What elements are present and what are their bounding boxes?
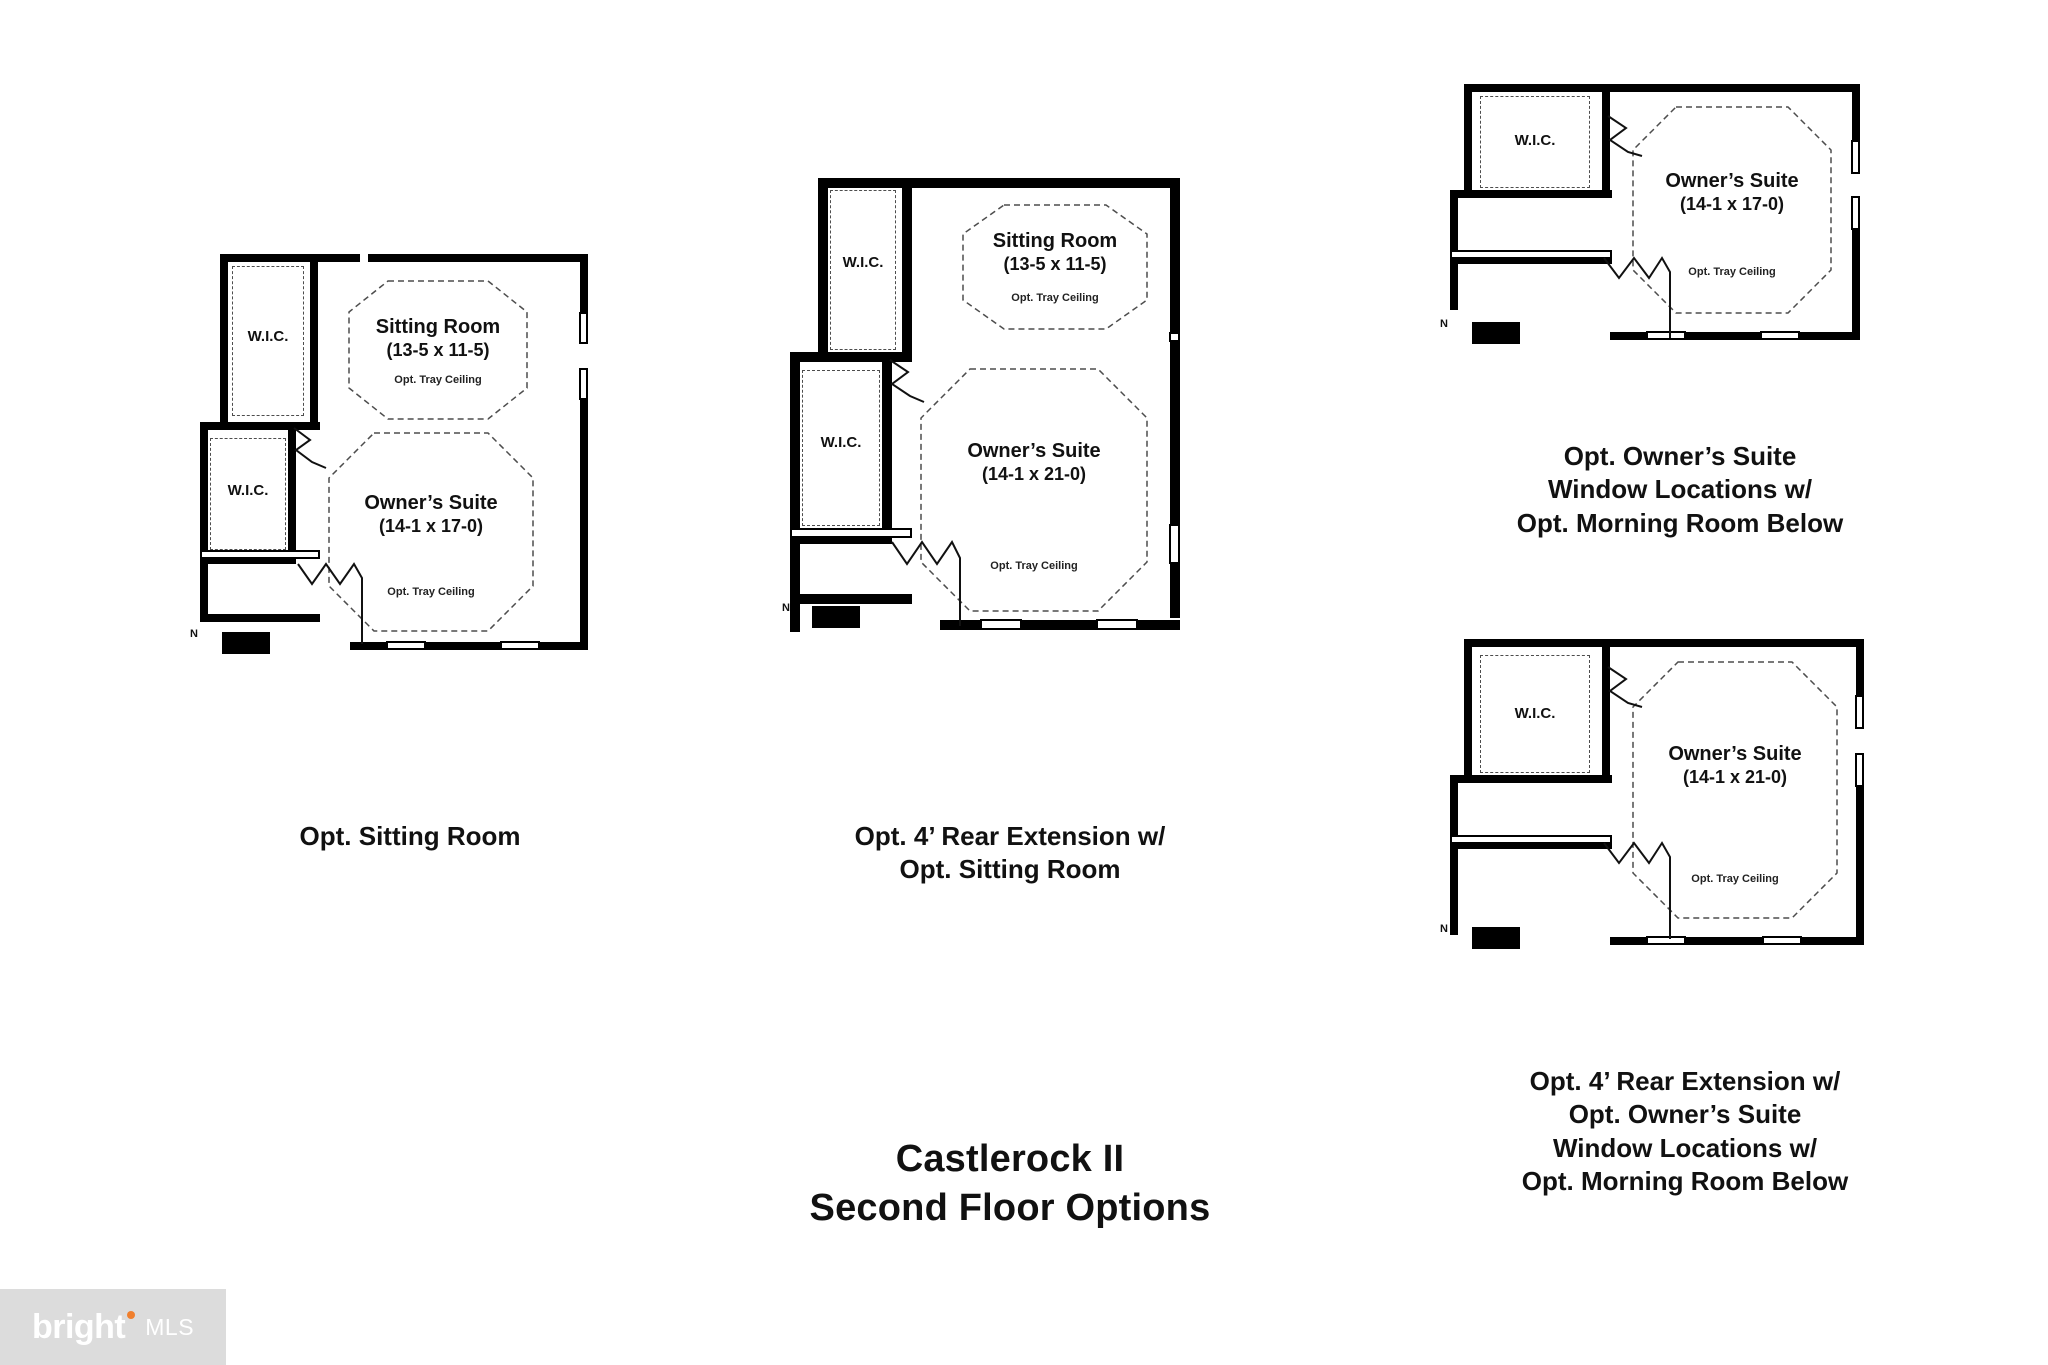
window-left-bath-2: [790, 528, 912, 538]
watermark-dot-icon: [127, 1311, 135, 1319]
page-title-line-2: Second Floor Options: [809, 1187, 1211, 1230]
caption-plan-2-line-1: Opt. 4’ Rear Extension w/: [854, 821, 1166, 851]
closet-label-upper: W.I.C.: [247, 328, 289, 345]
wall-right-2: [1170, 178, 1180, 338]
caption-plan-4-line-3: Window Locations w/: [1552, 1132, 1818, 1163]
caption-plan-1: [130, 820, 690, 853]
window-bottom-1: [386, 641, 426, 650]
wall-closet-bottom2-3: [1450, 190, 1612, 198]
window-left-3: [1450, 250, 1612, 259]
window-bottom-2-2: [1096, 619, 1138, 630]
closet-label-lower-2: W.I.C.: [820, 434, 862, 451]
closet-label-3: W.I.C.: [1514, 132, 1556, 149]
plan-opt-owners-suite-window-locations: [1440, 80, 1920, 420]
door-swing-closet: [292, 426, 328, 470]
sitting-room-dims: (13-5 x 11-5): [386, 340, 490, 360]
owners-suite-name-2: Owner’s Suite: [967, 440, 1101, 462]
north-arrow-icon: [222, 632, 270, 654]
owners-suite-name-3: Owner’s Suite: [1665, 170, 1799, 192]
caption-plan-3-line-1: Opt. Owner’s Suite: [1563, 441, 1797, 471]
closet-label-4: W.I.C.: [1514, 705, 1556, 722]
window-bottom-2-1: [980, 619, 1022, 630]
door-swing-closet-2: [888, 358, 926, 404]
window-bottom-3-2: [1760, 331, 1800, 340]
watermark-suffix: MLS: [145, 1313, 195, 1340]
owners-suite-tray-note-3: Opt. Tray Ceiling: [1688, 266, 1776, 278]
wall-closet-bottom2-4: [1450, 775, 1612, 783]
wall-top: [220, 254, 360, 262]
sitting-room-name: Sitting Room: [375, 316, 501, 338]
owners-suite-dims-4: (14-1 x 21-0): [1682, 767, 1788, 787]
wall-closet-partition-2: [902, 178, 912, 360]
wall-right-3: [1852, 84, 1860, 144]
wall-right-lower-2: [1170, 338, 1180, 618]
window-right-4-1: [1855, 695, 1864, 729]
door-swing-suite-2: [890, 540, 964, 628]
window-right-2-1: [1169, 332, 1180, 342]
owners-suite-tray-note-2: Opt. Tray Ceiling: [990, 560, 1078, 572]
sitting-room-dims-2: (13-5 x 11-5): [1003, 254, 1107, 274]
wall-left-upper-2: [818, 178, 828, 360]
window-left-4: [1450, 835, 1612, 844]
owners-suite-name: Owner’s Suite: [364, 492, 498, 514]
north-label: N: [190, 628, 198, 640]
page-title-line-1: Castlerock II: [895, 1138, 1125, 1180]
closet-label-upper-2: W.I.C.: [842, 254, 884, 271]
owners-suite-dims-2: (14-1 x 21-0): [981, 464, 1087, 484]
owners-suite-name-4: Owner’s Suite: [1668, 743, 1802, 765]
caption-plan-3: [1400, 440, 1960, 540]
wall-left-3: [1464, 84, 1472, 196]
plan-opt-rear-extension-window-locations: [1440, 635, 1920, 1035]
wall-top-left-2: [818, 178, 968, 188]
north-arrow-icon-4: [1472, 927, 1520, 949]
wall-closet-partition: [310, 254, 318, 424]
wall-right-4: [1856, 639, 1864, 699]
wall-left-upper: [220, 254, 228, 424]
caption-plan-4-line-1: Opt. 4’ Rear Extension w/: [1529, 1066, 1841, 1096]
wall-top-right: [368, 254, 588, 262]
plan-opt-sitting-room: [190, 250, 620, 790]
wall-left-4: [1464, 639, 1472, 779]
caption-plan-3-line-2: Window Locations w/: [1547, 474, 1813, 505]
wall-right-lower: [580, 400, 588, 650]
door-swing-suite: [296, 562, 366, 646]
plan-opt-rear-extension-sitting-room: [782, 172, 1230, 792]
wall-right-lower-3: [1852, 230, 1860, 340]
door-swing-suite-4: [1602, 841, 1674, 941]
north-label-4: N: [1440, 923, 1448, 935]
sitting-room-tray-note-2: Opt. Tray Ceiling: [1011, 292, 1099, 304]
owners-suite-tray-note-4: Opt. Tray Ceiling: [1691, 873, 1779, 885]
north-arrow-icon-3: [1472, 322, 1520, 344]
caption-plan-3-line-3: Opt. Morning Room Below: [1516, 507, 1844, 538]
window-right-3-2: [1851, 196, 1860, 230]
door-swing-closet-4: [1606, 665, 1644, 709]
caption-plan-4: [1400, 1065, 1970, 1198]
wall-top-4: [1464, 639, 1864, 647]
north-arrow-icon-2: [812, 606, 860, 628]
caption-plan-2-line-2: Opt. Sitting Room: [899, 854, 1121, 885]
owners-suite-dims-3: (14-1 x 17-0): [1679, 194, 1785, 214]
wall-left-lower: [200, 422, 208, 622]
window-bottom-4-2: [1762, 936, 1802, 945]
caption-plan-1-line-1: Opt. Sitting Room: [299, 821, 521, 851]
owners-suite-dims: (14-1 x 17-0): [378, 516, 484, 536]
window-right-3-1: [1851, 140, 1860, 174]
wall-closet-partition-4: [1602, 639, 1610, 781]
wall-top-3: [1464, 84, 1614, 92]
page-title: [680, 1135, 1340, 1234]
bright-mls-watermark: [0, 1289, 226, 1365]
window-right-4-2: [1855, 753, 1864, 787]
caption-plan-4-line-4: Opt. Morning Room Below: [1521, 1165, 1849, 1196]
wall-top-right-2: [950, 178, 1180, 188]
caption-plan-4-line-2: Opt. Owner’s Suite: [1568, 1099, 1802, 1130]
window-right-2: [579, 368, 588, 400]
sitting-room-tray-note: Opt. Tray Ceiling: [394, 374, 482, 386]
wall-right-lower-4: [1856, 785, 1864, 945]
closet-label-lower: W.I.C.: [227, 482, 269, 499]
window-bottom-2: [500, 641, 540, 650]
wall-right: [580, 254, 588, 314]
wall-top-right-3: [1610, 84, 1860, 92]
owners-suite-tray-note: Opt. Tray Ceiling: [387, 586, 475, 598]
wall-bottom-2: [940, 620, 1180, 630]
sitting-room-name-2: Sitting Room: [992, 230, 1118, 252]
north-label-3: N: [1440, 318, 1448, 330]
window-right-2-2: [1169, 524, 1180, 564]
window-right-1: [579, 312, 588, 344]
door-swing-closet-3: [1606, 114, 1644, 158]
window-left-bath: [200, 550, 320, 559]
caption-plan-2: [710, 820, 1310, 887]
wall-left-lower-4: [1450, 775, 1458, 935]
watermark-brand: bright: [31, 1307, 126, 1346]
wall-left-mid-2: [790, 352, 800, 632]
north-label-2: N: [782, 602, 790, 614]
